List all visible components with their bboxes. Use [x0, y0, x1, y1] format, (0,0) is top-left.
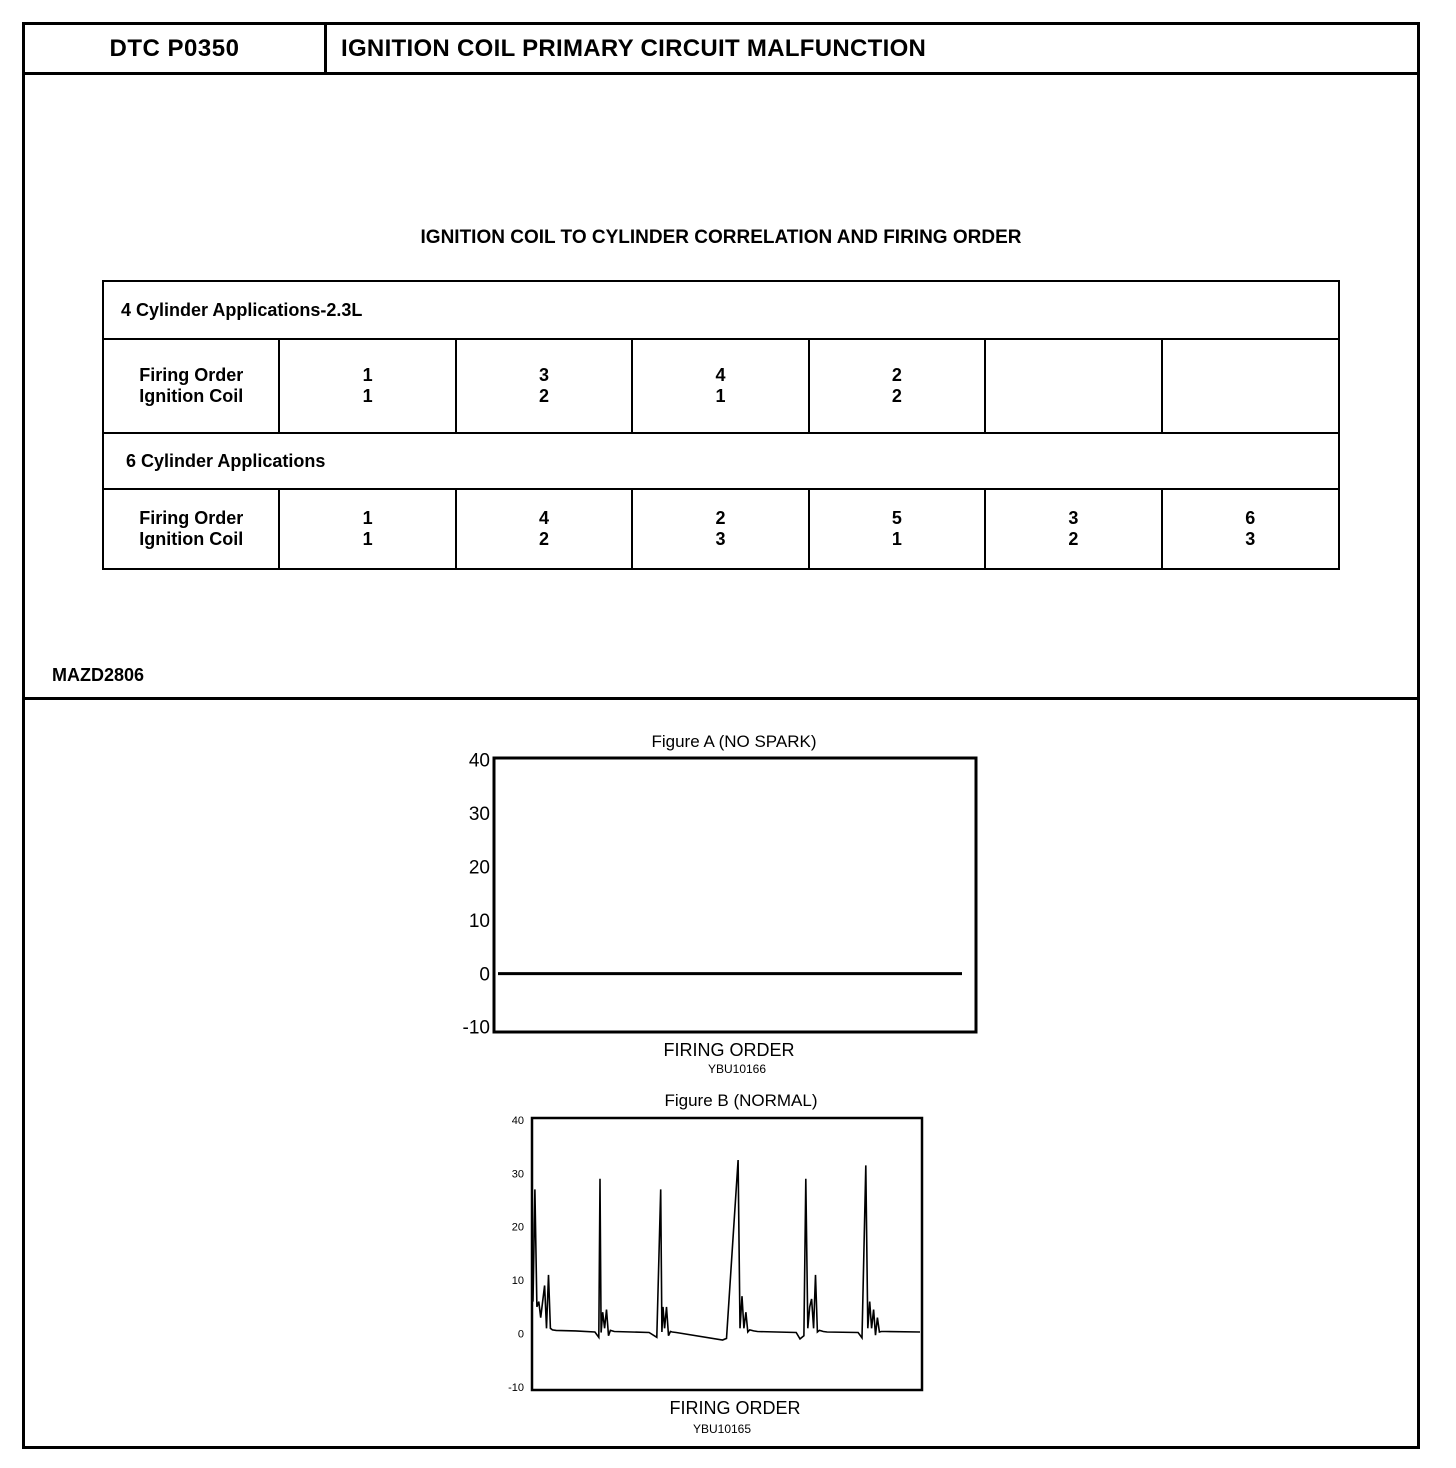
y-tick-label: 20 [468, 857, 490, 879]
ignition-coil-value: 3 [715, 529, 726, 549]
ignition-coil-value: 3 [1245, 529, 1256, 549]
y-tick-label: 20 [511, 1221, 524, 1234]
x-axis-label: FIRING ORDER [669, 1398, 801, 1418]
plot-frame [494, 758, 976, 1032]
table-title: IGNITION COIL TO CYLINDER CORRELATION AND FIRING ORDER [420, 227, 1022, 248]
firing-order-value: 2 [891, 365, 902, 385]
firing-order-label: Firing Order [139, 508, 244, 528]
ignition-coil-value: 1 [891, 529, 902, 549]
ignition-coil-value: 2 [539, 386, 550, 406]
ignition-coil-value: 1 [362, 529, 373, 549]
chart-title: Figure A (NO SPARK) [651, 732, 817, 751]
y-tick-label: 40 [511, 1114, 524, 1127]
ignition-coil-value: 2 [891, 386, 902, 406]
firing-order-value: 1 [362, 365, 373, 385]
firing-order-label: Firing Order [139, 365, 244, 385]
page-title: IGNITION COIL PRIMARY CIRCUIT MALFUNCTION [341, 34, 927, 62]
firing-order-value: 5 [891, 508, 902, 528]
y-tick-label: 30 [511, 1168, 524, 1181]
y-tick-label: 30 [468, 804, 490, 826]
firing-order-value: 1 [362, 508, 373, 528]
firing-order-value: 4 [539, 508, 550, 528]
firing-order-value: 2 [715, 508, 726, 528]
y-axis-ticks [463, 751, 490, 1039]
figure-code: YBU10165 [692, 1422, 752, 1436]
ignition-coil-label: Ignition Coil [139, 386, 244, 406]
x-axis-label: FIRING ORDER [663, 1040, 795, 1060]
y-tick-label: 0 [517, 1328, 524, 1341]
y-tick-label: 10 [468, 910, 490, 932]
dtc-code: DTC P0350 [25, 25, 327, 72]
y-tick-label: 10 [511, 1275, 524, 1288]
section-label-4cyl: 4 Cylinder Applications-2.3L [104, 282, 1338, 340]
ignition-coil-value: 2 [1068, 529, 1079, 549]
section-label-6cyl: 6 Cylinder Applications [104, 432, 1338, 490]
chart-title: Figure B (NORMAL) [664, 1091, 818, 1110]
firing-order-value: 3 [1068, 508, 1079, 528]
y-tick-label: -10 [462, 1017, 490, 1039]
series-line [533, 1160, 920, 1340]
y-tick-label: -10 [508, 1381, 524, 1394]
y-axis-ticks [508, 1115, 524, 1394]
ignition-coil-value: 2 [539, 529, 550, 549]
ignition-coil-label: Ignition Coil [139, 529, 244, 549]
ignition-coil-value: 1 [362, 386, 373, 406]
y-tick-label: 40 [468, 750, 490, 772]
ignition-coil-value: 1 [715, 386, 726, 406]
firing-order-value: 3 [539, 365, 550, 385]
firing-order-value: 6 [1245, 508, 1256, 528]
y-tick-label: 0 [479, 964, 490, 986]
figure-code: MAZD2806 [52, 665, 145, 685]
firing-order-value: 4 [715, 365, 726, 385]
figure-code: YBU10166 [707, 1062, 767, 1076]
